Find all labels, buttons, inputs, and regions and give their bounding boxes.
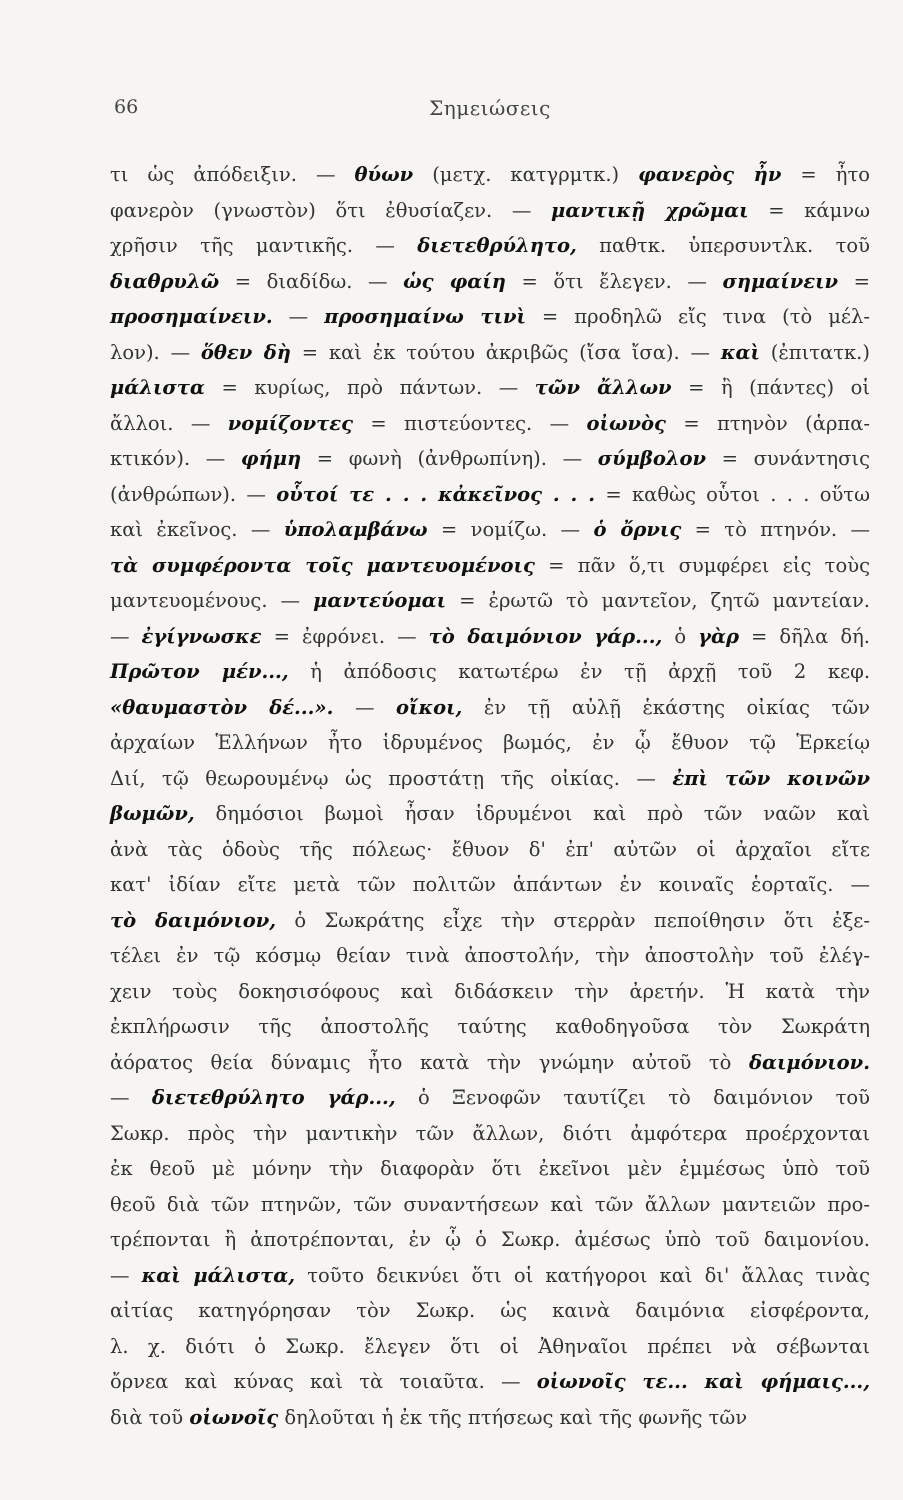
lemma-term: ἐγίγνωσκε [141,624,262,648]
gloss-text: — [110,624,142,648]
text-line [110,1258,870,1294]
gloss-text: = προδηλῶ εἴς τινα (τὸ μέλ- [525,305,870,328]
lemma-term: διετεθρύλητο γάρ..., [151,1086,396,1109]
lemma-term: φήμη [240,447,302,470]
text-line [110,335,870,371]
gloss-text: δημόσιοι βωμοὶ ἦσαν ἱδρυμένοι καὶ πρὸ τῶν ναῶν καὶ [194,802,870,825]
gloss-text: ἐν τῇ αὐλῇ ἑκάστης οἰκίας τῶν [462,695,870,719]
lemma-term: καὶ [720,340,760,364]
lemma-term: διαθρυλῶ [110,269,220,293]
gloss-text: — [333,695,397,719]
gloss-text: Σωκρ. πρὸς τὴν μαντικὴν τῶν ἄλλων, διότι ἀμφότερα προέρχονται [110,1121,870,1145]
lemma-term: τὰ συμφέροντα τοῖς μαντευομένοις [110,553,535,577]
gloss-text: λον). — [110,340,201,364]
gloss-text: = [838,269,870,293]
text-line [110,867,870,903]
lemma-term: ὅθεν δὴ [200,340,291,364]
gloss-text: = ἐρωτῶ τὸ μαντεῖον, ζητῶ μαντείαν. [446,589,870,612]
lemma-term: θύων [354,163,414,186]
text-line [110,903,870,939]
gloss-text: ἄλλοι. — [110,411,228,435]
lemma-term: ὁ ὄρνις [593,518,682,541]
gloss-text: = ἦτο [781,163,870,186]
lemma-term: νομίζοντες [227,411,353,435]
gloss-text: (μετχ. κατγρμτκ.) [413,163,639,186]
lemma-term: οἰωνοῖς [189,1405,279,1429]
text-line [110,832,870,868]
text-line [110,299,870,335]
lemma-term: φανερὸς ἦν [638,163,782,186]
gloss-text: ἀνὰ τὰς ὁδοὺς τῆς πόλεως· ἔθυον δ' ἐπ' αὐτῶν οἱ ἀρχαῖοι εἴτε [110,837,870,861]
text-line [110,370,870,406]
gloss-text: — [110,1263,142,1287]
lemma-term: σημαίνειν [722,269,839,293]
gloss-text: (ἀνθρώπων). — [110,482,277,506]
lemma-term: «θαυμαστὸν δέ...». [110,695,334,719]
gloss-text: ἀόρατος θεία δύναμις ἦτο κατὰ τὴν γνώμην αὐτοῦ τὸ [110,1050,749,1074]
gloss-text: = πᾶν ὅ,τι συμφέρει εἰς τοὺς [534,553,870,577]
running-title: Σημειώσεις [429,96,551,120]
lemma-term: γὰρ [698,624,739,648]
lemma-term: οἰωνὸς [586,411,666,435]
text-line [110,1045,870,1081]
lemma-term: οἰωνοῖς τε... καὶ φήμαις..., [536,1370,871,1393]
text-line [110,1329,870,1365]
lemma-term: διετεθρύλητο, [417,234,577,257]
lemma-term: μαντεύομαι [313,589,447,612]
text-line [110,1116,870,1152]
text-line [110,583,870,619]
text-line [110,1187,870,1223]
gloss-text: ὁ Ξενοφῶν ταυτίζει τὸ δαιμόνιον τοῦ [395,1086,871,1109]
gloss-text: = δῆλα δή. [738,624,870,648]
gloss-text: = πιστεύοντες. — [352,411,587,435]
text-line [110,441,870,477]
text-line [110,548,870,584]
gloss-text: τρέπονται ἢ ἀποτρέπονται, ἐν ᾧ ὁ Σωκρ. ἀμέσως ὑπὸ τοῦ δαιμονίου. [110,1228,870,1251]
gloss-text: = καθὼς οὗτοι . . . οὕτω [595,482,870,506]
lemma-term: ὡς φαίη [403,269,506,293]
gloss-text: = ἐφρόνει. — [261,624,429,648]
gloss-text: = ὅτι ἔλεγεν. — [505,269,723,293]
text-line [110,264,870,300]
gloss-text: ἐκπλήρωσιν τῆς ἀποστολῆς ταύτης καθοδηγοῦσα τὸν Σωκράτη [110,1015,870,1038]
gloss-text: = συνάντησις [706,447,870,470]
gloss-text: μαντευομένους. — [110,589,314,612]
text-line [110,157,870,193]
gloss-text: ἡ ἀπόδοσις κατωτέρω ἐν τῇ ἀρχῇ τοῦ 2 κεφ. [288,660,871,683]
text-line [110,654,870,690]
text-line [110,406,870,442]
text-line [110,938,870,974]
gloss-text: (ἐπιτατκ.) [759,340,870,364]
gloss-text: ὁ Σωκράτης εἶχε τὴν στερρὰν πεποίθησιν ὅτι ἐξε- [276,908,870,932]
gloss-text: θεοῦ διὰ τῶν πτηνῶν, τῶν συναντήσεων καὶ τῶν ἄλλων μαντειῶν προ- [110,1192,870,1216]
gloss-text: — [272,305,325,328]
gloss-text: — [110,1086,152,1109]
lemma-term: προσημαίνω τινὶ [324,305,526,328]
lemma-term: σύμβολον [597,447,707,470]
gloss-text: ὄρνεα καὶ κύνας καὶ τὰ τοιαῦτα. — [110,1370,537,1393]
gloss-text: αἰτίας κατηγόρησαν τὸν Σωκρ. ὡς καινὰ δαιμόνια εἰσφέροντα, [110,1299,870,1322]
text-line [110,619,870,655]
lemma-term: καὶ μάλιστα, [141,1263,296,1287]
gloss-text: ἐκ θεοῦ μὲ μόνην τὴν διαφορὰν ὅτι ἐκεῖνοι μὲν ἐμμέσως ὑπὸ τοῦ [110,1157,870,1180]
gloss-text: καὶ ἐκεῖνος. — [110,518,284,541]
gloss-text: δηλοῦται ἡ ἐκ τῆς πτήσεως καὶ τῆς φωνῆς τῶν [278,1405,748,1429]
gloss-text: = ἢ (πάντες) οἱ [671,376,870,399]
gloss-text: διὰ τοῦ [110,1405,190,1429]
text-line [110,512,870,548]
lemma-term: μάλιστα [110,376,205,399]
text-line [110,974,870,1010]
text-line [110,193,870,229]
gloss-text: = κυρίως, πρὸ πάντων. — [204,376,535,399]
lemma-term: οἴκοι, [396,695,463,719]
lemma-term: τῶν ἄλλων [534,376,672,399]
gloss-text: χρῆσιν τῆς μαντικῆς. — [110,234,418,257]
text-line [110,1151,870,1187]
gloss-text: = νομίζω. — [427,518,594,541]
text-line [110,690,870,726]
lemma-term: προσημαίνειν. [110,305,273,328]
gloss-text: ἀρχαίων Ἑλλήνων ἦτο ἱδρυμένος βωμός, ἐν ᾧ ἔθυον τῷ Ἑρκείῳ [110,731,870,754]
lemma-term: οὗτοί τε . . . κἀκεῖνος . . . [276,482,596,506]
gloss-text: Διί, τῷ θεωρουμένῳ ὡς προστάτῃ τῆς οἰκίας. — [110,766,673,790]
text-line [110,725,870,761]
gloss-text: ὁ [662,624,699,648]
lemma-term: ἐπὶ τῶν κοινῶν [672,766,870,790]
text-line [110,1222,870,1258]
gloss-text: κτικόν). — [110,447,241,470]
gloss-text: = τὸ πτηνόν. — [681,518,870,541]
gloss-text: παθτκ. ὑπερσυντλκ. τοῦ [576,234,870,257]
text-line [110,1400,870,1436]
gloss-text: τι ὡς ἀπόδειξιν. — [110,163,355,186]
text-line [110,1009,870,1045]
lemma-term: τὸ δαιμόνιον, [110,908,277,932]
text-line [110,477,870,513]
gloss-text: = πτηνὸν (ἁρπα- [665,411,870,435]
lemma-term: τὸ δαιμόνιον γάρ..., [428,624,663,648]
text-line [110,796,870,832]
gloss-text: φανερὸν (γνωστὸν) ὅτι ἐθυσίαζεν. — [110,198,552,222]
gloss-text: = φωνὴ (ἀνθρωπίνη). — [301,447,598,470]
page-number: 66 [114,96,139,118]
text-line [110,1364,870,1400]
lemma-term: δαιμόνιον. [748,1050,870,1074]
notes-body [110,157,870,1435]
text-line [110,761,870,797]
gloss-text: λ. χ. διότι ὁ Σωκρ. ἔλεγεν ὅτι οἱ Ἀθηναῖοι πρέπει νὰ σέβωνται [110,1334,870,1358]
gloss-text: τέλει ἐν τῷ κόσμῳ θείαν τινὰ ἀποστολήν, τὴν ἀποστολὴν τοῦ ἐλέγ- [110,944,870,967]
lemma-term: βωμῶν, [110,802,195,825]
page-header [110,96,870,126]
gloss-text: = καὶ ἐκ τούτου ἀκριβῶς (ἴσα ἴσα). — [290,340,721,364]
gloss-text: = διαδίδω. — [219,269,404,293]
gloss-text: = κάμνω [748,198,870,222]
gloss-text: τοῦτο δεικνύει ὅτι οἱ κατήγοροι καὶ δι' ἄλλας τινὰς [295,1263,871,1287]
lemma-term: Πρῶτον μέν..., [110,660,289,683]
text-line [110,1293,870,1329]
lemma-term: ὑπολαμβάνω [283,518,428,541]
text-line [110,228,870,264]
gloss-text: κατ' ἰδίαν εἴτε μετὰ τῶν πολιτῶν ἁπάντων ἐν κοιναῖς ἑορταῖς. — [110,873,870,896]
lemma-term: μαντικῇ χρῶμαι [551,198,749,222]
text-line [110,1080,870,1116]
gloss-text: χειν τοὺς δοκησισόφους καὶ διδάσκειν τὴν ἀρετήν. Ἡ κατὰ τὴν [110,979,870,1003]
